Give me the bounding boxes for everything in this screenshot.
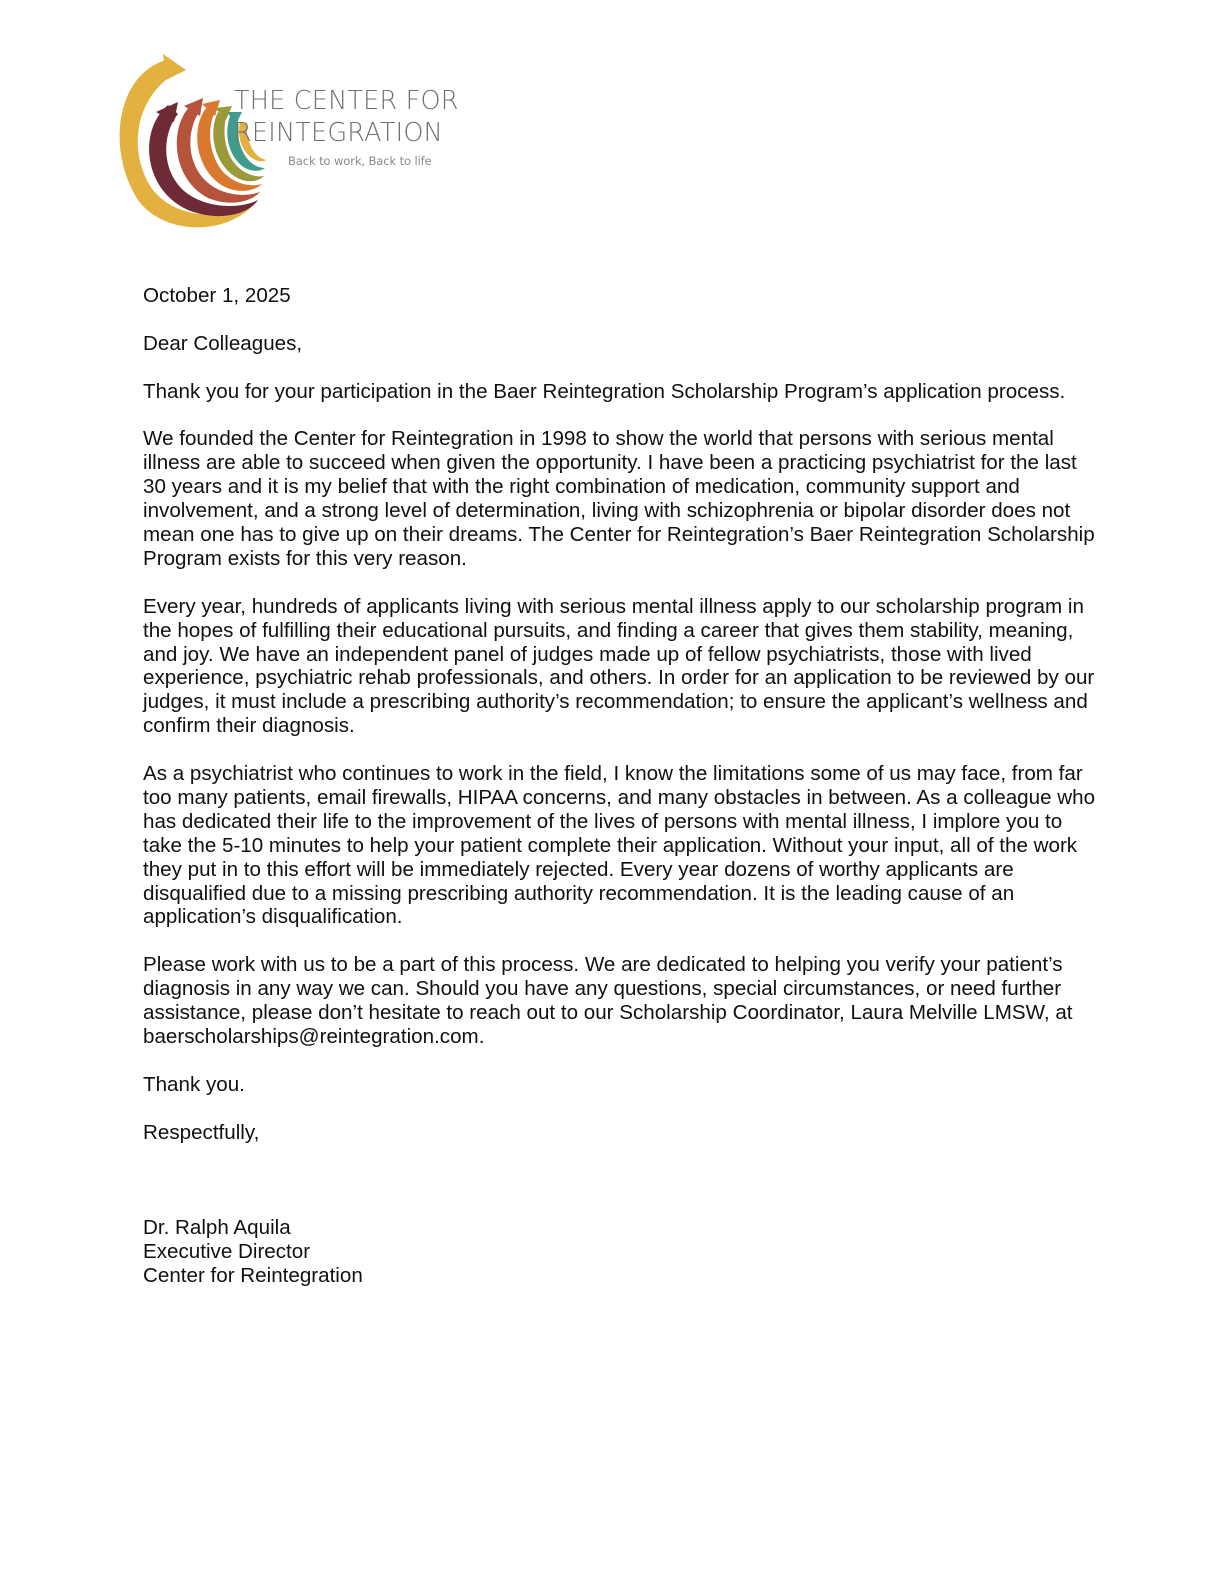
signer-title: Executive Director xyxy=(143,1240,311,1264)
letter-salutation: Dear Colleagues, xyxy=(143,331,303,355)
logo-tagline: Back to work, Back to life xyxy=(288,154,432,168)
letter-date: October 1, 2025 xyxy=(143,284,291,307)
organization-logo xyxy=(108,50,459,235)
paragraph-appeal: As a psychiatrist who continues to work in the field, I know the limitations some of us may face, from far too many patients, email firewalls, HIPAA concerns, and many obstacles in between. As a colleague who has dedicated their life to the improvement of the lives of persons with mental illness, I implore you to take the 5-10 minutes to help your patient complete their application. Without your input, all of the work they put in to this effort will be immediately rejected. Every year dozens of worthy applicants are disqualified due to a missing prescribing authority recommendation. It is the leading cause of an application’s disqualification. xyxy=(143,762,1096,929)
letter-thank-you: Thank you. xyxy=(143,1072,245,1096)
logo-gold-arrowhead xyxy=(163,54,186,80)
letter-body xyxy=(143,284,1103,1288)
letter-closing: Respectfully, xyxy=(143,1120,260,1144)
paragraph-founding: We founded the Center for Reintegration in 1998 to show the world that persons with serious mental illness are able to succeed when given the opportunity. I have been a practicing psychiatrist for the last 30 years and it is my belief that with the right combination of medication, community support and involvement, and a strong level of determination, living with schizophrenia or bipolar disorder does not mean one has to give up on their dreams. The Center for Reintegration’s Baer Reintegration Scholarship Program exists for this very reason. xyxy=(143,427,1095,570)
signer-organization: Center for Reintegration xyxy=(143,1264,363,1287)
signature-block xyxy=(143,1216,1103,1288)
paragraph-contact: Please work with us to be a part of this process. We are dedicated to helping you verify your patient’s diagnosis in any way we can. Should you have any questions, special circumstances, or need further assistance, please don’t hesitate to reach out to our Scholarship Coordinator, Laura Melville LMSW, at baerscholarships@reintegration.com. xyxy=(143,953,1073,1048)
logo-title-line2: REINTEGRATION xyxy=(234,118,443,148)
logo-title-line1: THE CENTER FOR xyxy=(234,86,459,116)
paragraph-thanks-participation: Thank you for your participation in the Baer Reintegration Scholarship Program’s application process. xyxy=(143,379,1066,403)
paragraph-applicants: Every year, hundreds of applicants living with serious mental illness apply to our scholarship program in the hopes of fulfilling their educational pursuits, and finding a career that gives them stability, meaning, and joy. We have an independent panel of judges made up of fellow psychiatrists, those with lived experience, psychiatric rehab professionals, and others. In order for an application to be reviewed by our judges, it must include a prescribing authority’s recommendation; to ensure the applicant’s wellness and confirm their diagnosis. xyxy=(143,594,1095,738)
signer-name: Dr. Ralph Aquila xyxy=(143,1216,291,1240)
